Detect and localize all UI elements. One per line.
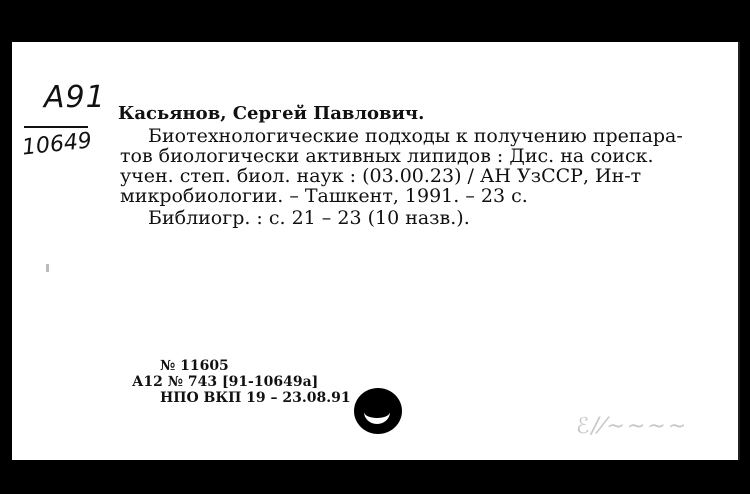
shelfmark xyxy=(16,80,108,170)
ink-stamp xyxy=(354,388,402,434)
title-line-1: Биотехнологические подходы к получению препара- xyxy=(148,125,683,147)
registry-org: НПО ВКП 19 – 23.08.91 xyxy=(160,390,351,406)
pencil-mark: ℰ/⁄~~~~ xyxy=(576,414,689,439)
title-line-2: тов биологически активных липидов : Дис. на соиск. xyxy=(120,145,654,167)
author-heading: Касьянов, Сергей Павлович. xyxy=(118,103,425,124)
scan-speck xyxy=(46,264,49,272)
bibliography-note: Библиогр. : с. 21 – 23 (10 назв.). xyxy=(148,207,470,229)
shelfmark-divider xyxy=(24,126,88,128)
title-line-4: микробиологии. – Ташкент, 1991. – 23 с. xyxy=(120,185,528,207)
catalog-card xyxy=(12,42,740,460)
registry-code: А12 № 743 [91-10649а] xyxy=(132,374,319,390)
shelfmark-bottom: 10649 xyxy=(20,128,94,161)
title-line-3: учен. степ. биол. наук : (03.00.23) / АН УзССР, Ин-т xyxy=(120,165,642,187)
shelfmark-top: А91 xyxy=(44,80,106,115)
registry-number: № 11605 xyxy=(160,358,229,374)
